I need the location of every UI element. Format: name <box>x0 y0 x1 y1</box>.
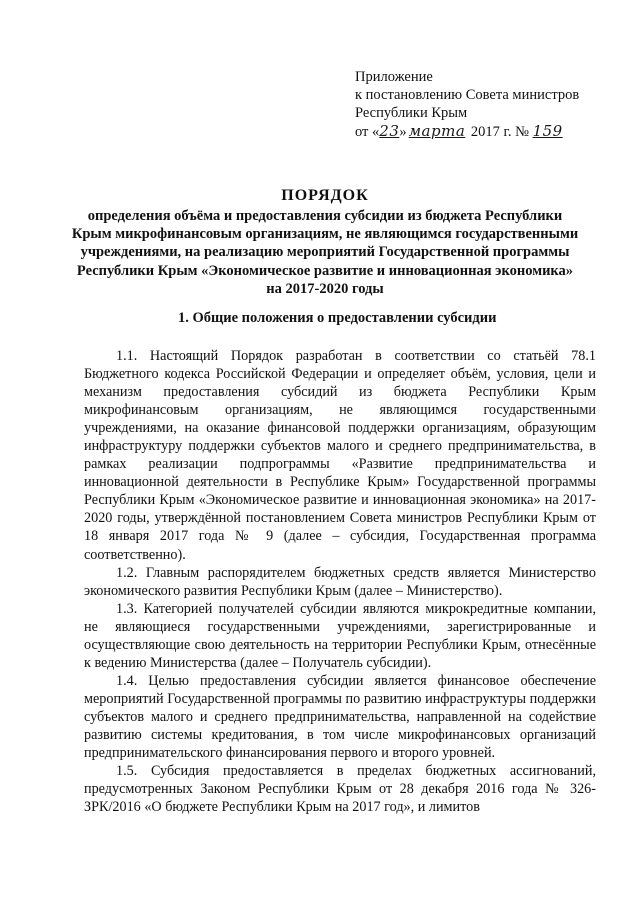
appendix-line-3: Республики Крым <box>355 105 468 121</box>
document-title: ПОРЯДОК <box>281 187 369 204</box>
paragraph-1-3: 1.3. Категорией получателей субсидии являются микрокредитные компании, не являющиеся государственными учреждениями, зарегистрированные и осуществляющие свою деятельность на территории Республики Крым, отнесённые к ведению Министерства (далее – Получатель субсидии). <box>84 600 596 671</box>
date-prefix: от « <box>355 124 380 140</box>
handwritten-month: марта <box>408 122 466 140</box>
subtitle-line: определения объёма и предоставления субсидии из бюджета Республики <box>87 208 563 224</box>
handwritten-day: 23 <box>379 122 400 140</box>
paragraph-1-4: 1.4. Целью предоставления субсидии является финансовое обеспечение мероприятий Государственной программы по развитию инфраструктуры поддержки субъектов малого и среднего предпринимательства, направленной на содействие развитию системы кредитования, в том числе микрофинансовых организаций предпринимательского финансирования первого и второго уровней. <box>84 672 596 762</box>
section-heading: 1. Общие положения о предоставлении субсидии <box>178 310 497 326</box>
appendix-line-1: Приложение <box>355 69 433 85</box>
date-mid: » <box>399 124 407 140</box>
subtitle-line: Крым микрофинансовым организациям, не являющимся государственными <box>71 226 579 243</box>
title-block <box>60 186 590 298</box>
paragraph-1-5: 1.5. Субсидия предоставляется в пределах бюджетных ассигнований, предусмотренных Законом Республики Крым от 28 декабря 2016 года № 326-ЗРК/2016 «О бюджете Республики Крым на 2017 год», и лимитов <box>84 763 596 816</box>
paragraph-1-2: 1.2. Главным распорядителем бюджетных средств является Министерство экономического развития Республики Крым (далее – Министерство). <box>84 564 596 599</box>
subtitle-line: Республики Крым «Экономическое развитие и инновационная экономика» <box>76 262 574 279</box>
paragraph-1-1: 1.1. Настоящий Порядок разработан в соответствии со статьёй 78.1 Бюджетного кодекса Российской Федерации и определяет объём, условия, цели и механизм предоставления субсидий из бюджета Республики Крым микрофинансовым организациям, не являющимся государственными учреждениями, на оказание финансовой поддержки организациям, образующим инфраструктуру поддержки субъектов малого и среднего предпринимательства, в рамках реализации подпрограммы «Развитие предпринимательства и инновационной деятельности в Республике Крым» Государственной программы Республики Крым «Экономическое развитие и инновационная экономика» на 2017-2020 годы, утверждённой постановлением Совета министров Республики Крым от 18 января 2017 года № 9 (далее – субсидия, Государственная программа соответственно). <box>84 348 596 563</box>
subtitle-line: учреждениями, на реализацию мероприятий Государственной программы <box>80 244 570 261</box>
date-suffix: 2017 г. № <box>467 124 533 140</box>
handwritten-number: 159 <box>532 122 563 140</box>
subtitle-line: на 2017-2020 годы <box>266 280 384 297</box>
appendix-line-2: к постановлению Совета министров <box>355 87 580 103</box>
appendix-block <box>355 68 579 141</box>
appendix-date-line <box>355 122 579 141</box>
document-body <box>84 347 596 816</box>
document-subtitle <box>60 207 590 298</box>
